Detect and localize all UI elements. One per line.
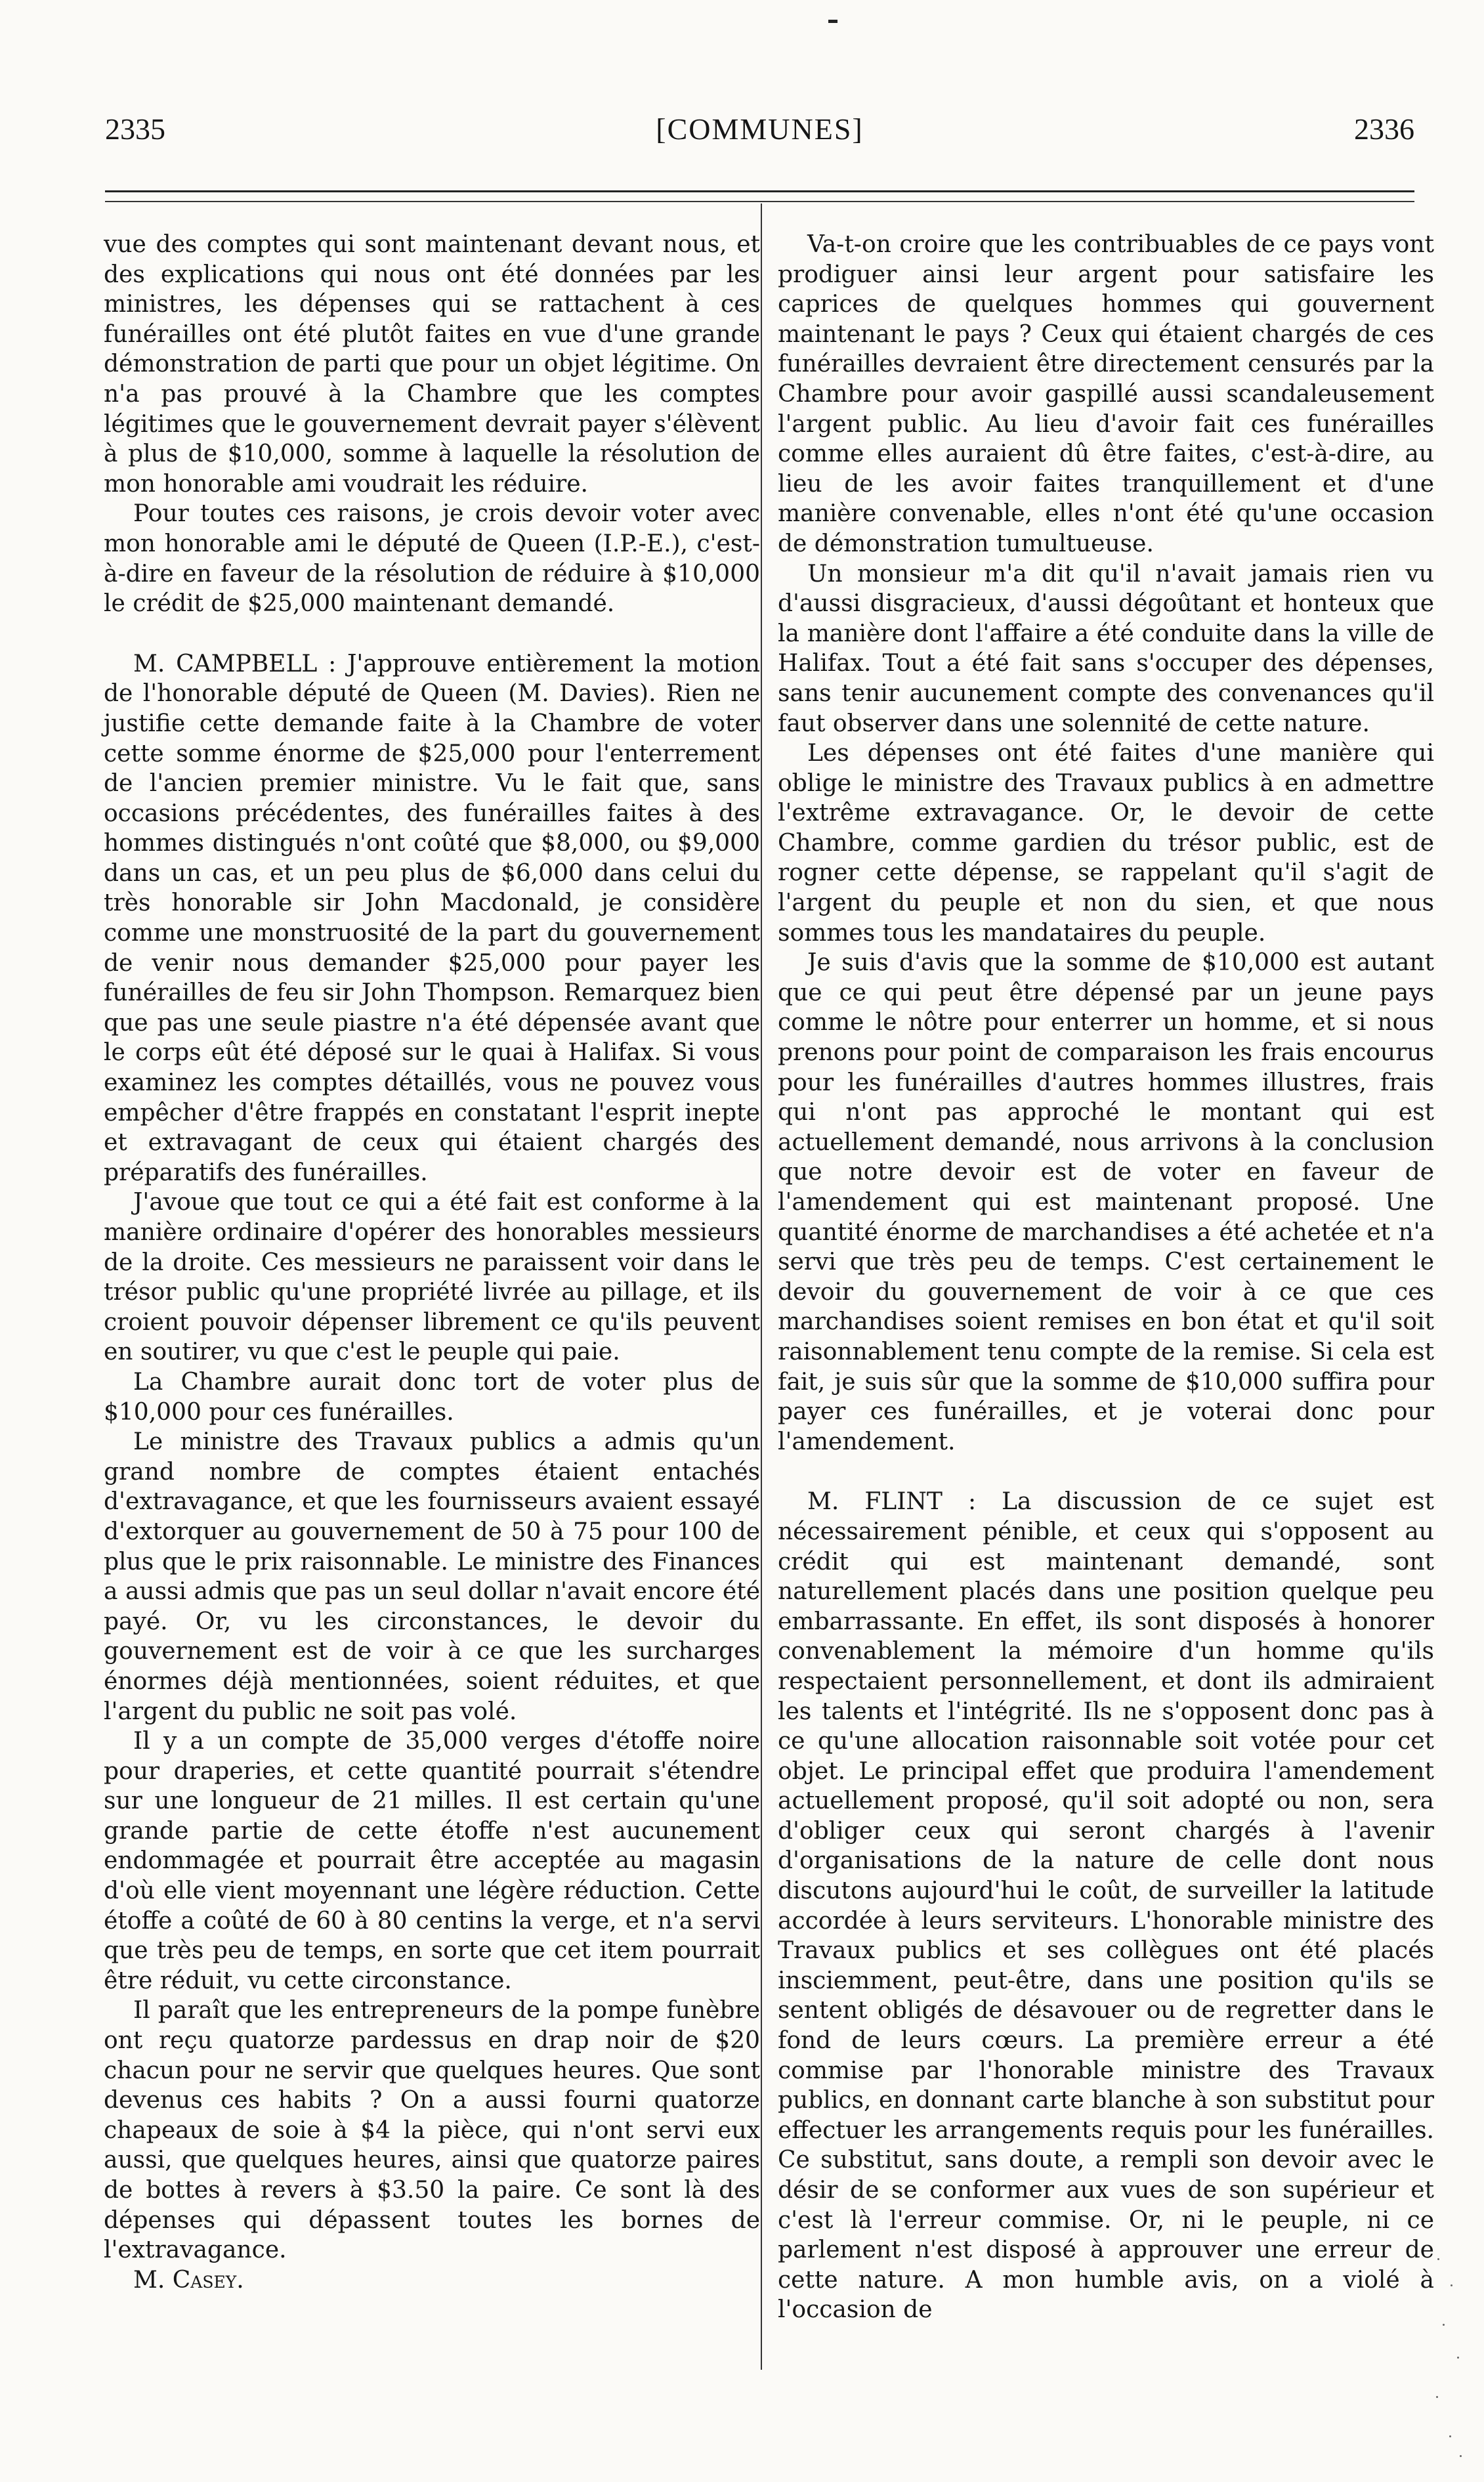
paragraph: Je suis d'avis que la somme de $10,000 est autant que ce qui peut être dépensé par un jeune pays comme le nôtre pour enterrer un homme, et si nous prenons pour point de comparaison les frais encourus pour les funérailles d'autres hommes illustres, frais qui n'ont pas approché le montant qui est actuellement demandé, nous arrivons à la conclusion que notre devoir est de voter en faveur de l'amendement qui est maintenant proposé. Une quantité énorme de marchandises a été achetée et n'a servi que très peu de temps. C'est certainement le devoir du gouvernement de voir à ce que ces marchandises soient remises en bon état et qu'il soit raisonnablement tenu compte de la remise. Si cela est fait, je suis sûr que la somme de $10,000 suffira pour payer ces funérailles, et je voterai donc pour l'amendement. [778, 949, 1434, 1455]
paragraph: Il y a un compte de 35,000 verges d'étoffe noire pour draperies, et cette quantité pourrait s'étendre sur une longueur de 21 milles. Il est certain qu'une grande partie de cette étoffe n'est aucunement endommagée et pourrait être acceptée au magasin d'où elle vient moyennant une légère réduction. Cette étoffe a coûté de 60 à 80 centins la verge, et n'a servi que très peu de temps, en sorte que cet item pourrait être réduit, vu cette circonstance. [104, 1728, 760, 1994]
page-signature: M. Casey. [133, 2266, 244, 2294]
header-rule-bottom [105, 201, 1414, 202]
left-page-number: 2335 [105, 112, 165, 146]
right-page-number: 2336 [1354, 112, 1414, 146]
paragraph: Il paraît que les entrepreneurs de la pompe funèbre ont reçu quatorze pardessus en drap noir de $20 chacun pour ne servir que quelques heures. Que sont devenus ces habits ? On a aussi fourni quatorze chapeaux de soie à $4 la pièce, qui n'ont servi eux aussi, que quelques heures, ainsi que quatorze paires de bottes à revers à $3.50 la paire. Ce sont là des dépenses qui dépassent toutes les bornes de l'extravagance. [104, 1997, 760, 2264]
speech-campbell [104, 649, 760, 1188]
page-header [105, 105, 1414, 158]
paragraph: La Chambre aurait donc tort de voter plus de $10,000 pour ces funérailles. [104, 1368, 760, 1426]
header-rule-top [105, 190, 1414, 192]
speech-flint [778, 1487, 1434, 2325]
paragraph-text: La discussion de ce sujet est nécessairement pénible, et ceux qui s'opposent au crédit qui est maintenant demandé, sont naturellement placés dans une position quelque peu embarrassante. En effet, ils sont disposés à honorer convenablement la mémoire d'un homme qu'ils respectaient personnellement, et dont ils admiraient les talents et l'intégrité. Ils ne s'opposent donc pas à ce qu'une allocation raisonnable soit votée pour cet objet. Le principal effet que produira l'amendement actuellement proposé, qu'il soit adopté ou non, sera d'obliger ceux qui seront chargés à l'avenir d'organisations de la nature de celle dont nous discutons aujourd'hui le coût, de surveiller la latitude accordée à leurs serviteurs. L'honorable ministre des Travaux publics et ses collègues ont été placés insciemment, peut-être, dans une position qu'ils se sentent obligés de désavouer ou de regretter dans le fond de leurs cœurs. La première erreur a été commise par l'honorable ministre des Travaux publics, en donnant carte blanche à son substitut pour effectuer les arrangements requis pour les funérailles. Ce substitut, sans doute, a rempli son devoir avec le désir de se conformer aux vues de son supérieur et c'est là l'erreur commise. Or, ni le peuple, ni ce parlement n'est disposé à approuver une erreur de cette nature. A mon humble avis, on a violé à l'occasion de [778, 1488, 1434, 2324]
paragraph: Pour toutes ces raisons, je crois devoir voter avec mon honorable ami le député de Queen (I.P.-E.), c'est-à-dire en faveur de la résolution de réduire à $10,000 le crédit de $25,000 maintenant demandé. [104, 500, 760, 618]
left-column [104, 230, 760, 2295]
speaker-name: M. FLINT : [807, 1488, 977, 1516]
paragraph: Le ministre des Travaux publics a admis qu'un grand nombre de comptes étaient entachés d'extravagance, et que les fournisseurs avaient essayé d'extorquer au gouvernement de 50 à 75 pour 100 de plus que le prix raisonnable. Le ministre des Finances a aussi admis que pas un seul dollar n'avait encore été payé. Or, vu les circonstances, le devoir du gouvernement est de voir à ce que les surcharges énormes déjà mentionnées, soient réduites, et que l'argent du public ne soit pas volé. [104, 1428, 760, 1725]
paragraph: Va-t-on croire que les contribuables de ce pays vont prodiguer ainsi leur argent pour satisfaire les caprices de quelques hommes qui gouvernent maintenant le pays ? Ceux qui étaient chargés de ces funérailles devraient être directement censurés par la Chambre pour avoir gaspillé aussi scandaleusement l'argent public. Au lieu d'avoir fait ces funérailles comme elles auraient dû être faites, c'est-à-dire, au lieu de les avoir faites tranquillement et d'une manière convenable, elles n'ont été qu'une occasion de démonstration tumultueuse. [778, 231, 1434, 557]
paragraph-text: J'approuve entièrement la motion de l'honorable député de Queen (M. Davies). Rien ne justifie cette demande faite à la Chambre de voter cette somme énorme de $25,000 pour l'enterrement de l'ancien premier ministre. Vu le fait que, sans occasions précédentes, des funérailles faites à des hommes distingués n'ont coûté que $8,000, ou $9,000 dans un cas, et un peu plus de $6,000 dans celui du très honorable sir John Macdonald, je considère comme une monstruosité de la part du gouvernement de venir nous demander $25,000 pour payer les funérailles de feu sir John Thompson. Remarquez bien que pas une seule piastre n'a été dépensée avant que le corps eût été déposé sur le quai à Halifax. Si vous examinez les comptes détaillés, vous ne pouvez vous empêcher d'être frappés en constatant l'esprit inepte et extravagant de ceux qui étaient chargés des préparatifs des funérailles. [104, 650, 760, 1186]
top-print-mark [828, 20, 837, 23]
column-divider [761, 203, 762, 2370]
paragraph: Un monsieur m'a dit qu'il n'avait jamais rien vu d'aussi disgracieux, d'aussi dégoûtant et honteux que la manière dont l'affaire a été conduite dans la ville de Halifax. Tout a été fait sans s'occuper des dépenses, sans tenir aucunement compte des convenances qu'il faut observer dans une solennité de cette nature. [778, 560, 1434, 737]
right-column [778, 230, 1434, 2325]
running-title: [COMMUNES] [656, 112, 864, 146]
paragraph: Les dépenses ont été faites d'une manière qui oblige le ministre des Travaux publics à en admettre l'extrême extravagance. Or, le devoir de cette Chambre, comme gardien du trésor public, est de rogner cette dépense, se rappelant qu'il s'agit de l'argent du peuple et non du sien, et que nous sommes tous les mandataires du peuple. [778, 740, 1434, 947]
print-specks [1431, 2245, 1464, 2468]
paragraph: J'avoue que tout ce qui a été fait est conforme à la manière ordinaire d'opérer des honorables messieurs de la droite. Ces messieurs ne paraissent voir dans le trésor public qu'une propriété livrée au pillage, et ils croient pouvoir dépenser librement ce qu'ils peuvent en soutirer, vu que c'est le peuple qui paie. [104, 1189, 760, 1366]
speaker-name: M. CAMPBELL : [133, 650, 337, 677]
paragraph: vue des comptes qui sont maintenant devant nous, et des explications qui nous ont été données par les ministres, les dépenses qui se rattachent à ces funérailles ont été plutôt faites en vue d'une grande démonstration de parti que pour un objet légitime. On n'a pas prouvé à la Chambre que les comptes légitimes que le gouvernement devrait payer s'élèvent à plus de $10,000, somme à laquelle la résolution de mon honorable ami voudrait les réduire. [104, 231, 760, 498]
